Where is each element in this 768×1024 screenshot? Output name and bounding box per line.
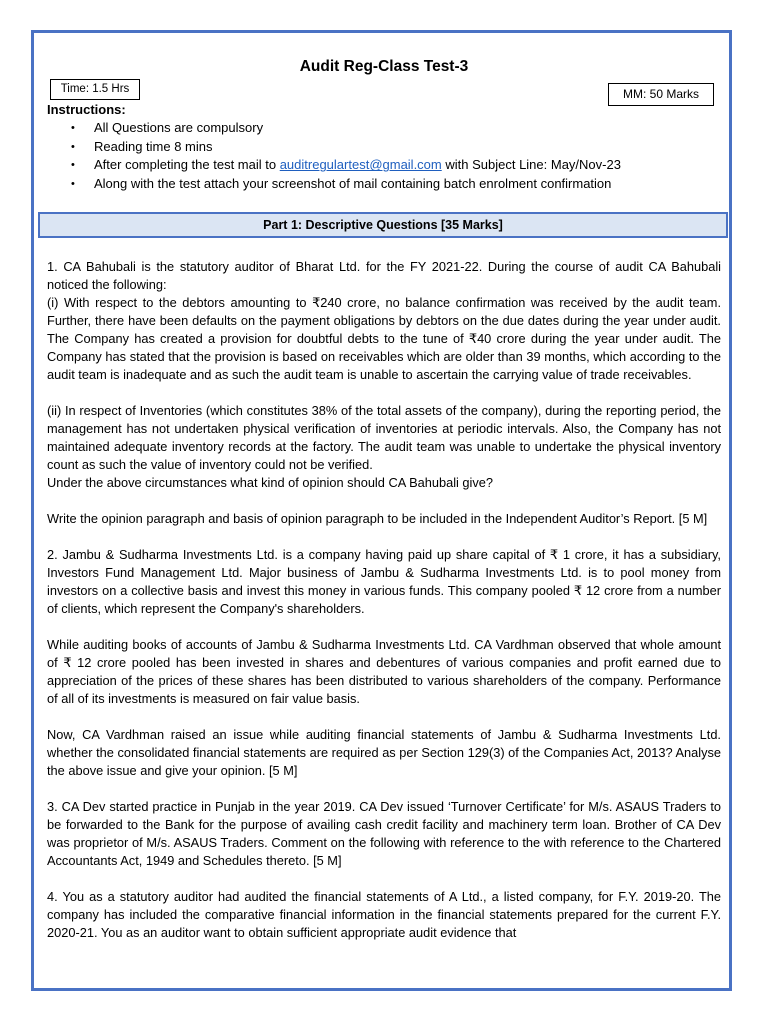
instruction-item-mail xyxy=(47,156,621,175)
instruction-text: All Questions are compulsory xyxy=(94,120,264,135)
instruction-text: Along with the test attach your screenshot of mail containing batch enrolment confirmation xyxy=(94,176,612,192)
q1-point-i: (i) With respect to the debtors amounting to ₹240 crore, no balance confirmation was received by the audit team. Further, there have been defaults on the payment obligations by debtors on the due dates during the year under audit. The Company has created a provision for doubtful debts to the tune of ₹40 crore during the year under audit. The Company has stated that the provision is based on receivables which are older than 39 months, which according to the audit team is inadequate and as such the audit team is unable to ascertain the carrying value of trade receivables. xyxy=(47,295,721,382)
q4-text: 4. You as a statutory auditor had audited the financial statements of A Ltd., a listed company, for F.Y. 2019-20. The company has included the comparative financial information in the financial statements prepared for the current F.Y. 2020-21. You as an auditor want to obtain sufficient appropriate audit evidence that xyxy=(47,889,721,940)
bullet-icon: • xyxy=(71,178,75,191)
bullet-icon: • xyxy=(71,140,75,153)
max-marks-box: MM: 50 Marks xyxy=(608,83,714,106)
bullet-icon: • xyxy=(71,122,75,134)
time-box: Time: 1.5 Hrs xyxy=(50,79,140,100)
instruction-item xyxy=(47,175,621,194)
instruction-item xyxy=(47,119,621,138)
part1-heading: Part 1: Descriptive Questions [35 Marks] xyxy=(38,212,728,238)
q2-para-1: 2. Jambu & Sudharma Investments Ltd. is a company having paid up share capital of ₹ 1 crore, it has a subsidiary, Investors Fund Management Ltd. Major business of Jambu & Sudharma Investments Ltd. is to pool money from investors on a collective basis and invest this money in various funds. This company pooled ₹ 12 crore from a number of clients, which represent the Company's shareholders. xyxy=(47,547,721,616)
instruction-item xyxy=(47,138,621,157)
mail-prefix-text: After completing the test mail to xyxy=(94,157,280,173)
q3-text: 3. CA Dev started practice in Punjab in the year 2019. CA Dev issued ‘Turnover Certificate’ for M/s. ASAUS Traders to be forwarded to the Bank for the purpose of availing cash credit facility and machinery term loan. Brother of CA Dev was proprietor of M/s. ASAUS Traders. Comment on the following with reference to the with reference to the Chartered Accountants Act, 1949 and Schedules thereto. [5 M] xyxy=(47,799,721,868)
instructions-heading: Instructions: xyxy=(47,102,126,117)
q2-para-3: Now, CA Vardhman raised an issue while auditing financial statements of Jambu & Sudharma Investments Ltd. whether the consolidated financial statements are required as per Section 129(3) of the Companies Act, 2013? Analyse the above issue and give your opinion. [5 M] xyxy=(47,727,721,778)
instruction-text: Reading time 8 mins xyxy=(94,138,213,154)
q1-question: Under the above circumstances what kind of opinion should CA Bahubali give? xyxy=(47,475,494,490)
q1-intro: 1. CA Bahubali is the statutory auditor of Bharat Ltd. for the FY 2021-22. During the course of audit CA Bahubali noticed the following: xyxy=(47,259,721,292)
mail-suffix-text: with Subject Line: May/Nov-23 xyxy=(441,157,621,173)
q1-task: Write the opinion paragraph and basis of opinion paragraph to be included in the Independent Auditor’s Report. [5 M] xyxy=(47,511,708,526)
questions-body xyxy=(47,258,721,942)
q2-para-2: While auditing books of accounts of Jambu & Sudharma Investments Ltd. CA Vardhman observed that whole amount of ₹ 12 crore pooled has been invested in shares and debentures of various companies and profit earned due to appreciation of the prices of these shares has been distributed to various shareholders of the company. Performance of all of its investments is measured on fair value basis. xyxy=(47,637,721,706)
q1-point-ii: (ii) In respect of Inventories (which constitutes 38% of the total assets of the company), during the reporting period, the management has not undertaken physical verification of inventories at periodic intervals. Also, the Company has not maintained adequate inventory records at the factory. The audit team was unable to undertake the physical inventory count as such the value of inventory could not be verified. xyxy=(47,403,721,472)
email-link[interactable]: auditregulartest@gmail.com xyxy=(279,157,442,173)
instructions-list xyxy=(47,119,621,194)
bullet-icon: • xyxy=(71,159,75,172)
page-title: Audit Reg-Class Test-3 xyxy=(299,58,469,75)
